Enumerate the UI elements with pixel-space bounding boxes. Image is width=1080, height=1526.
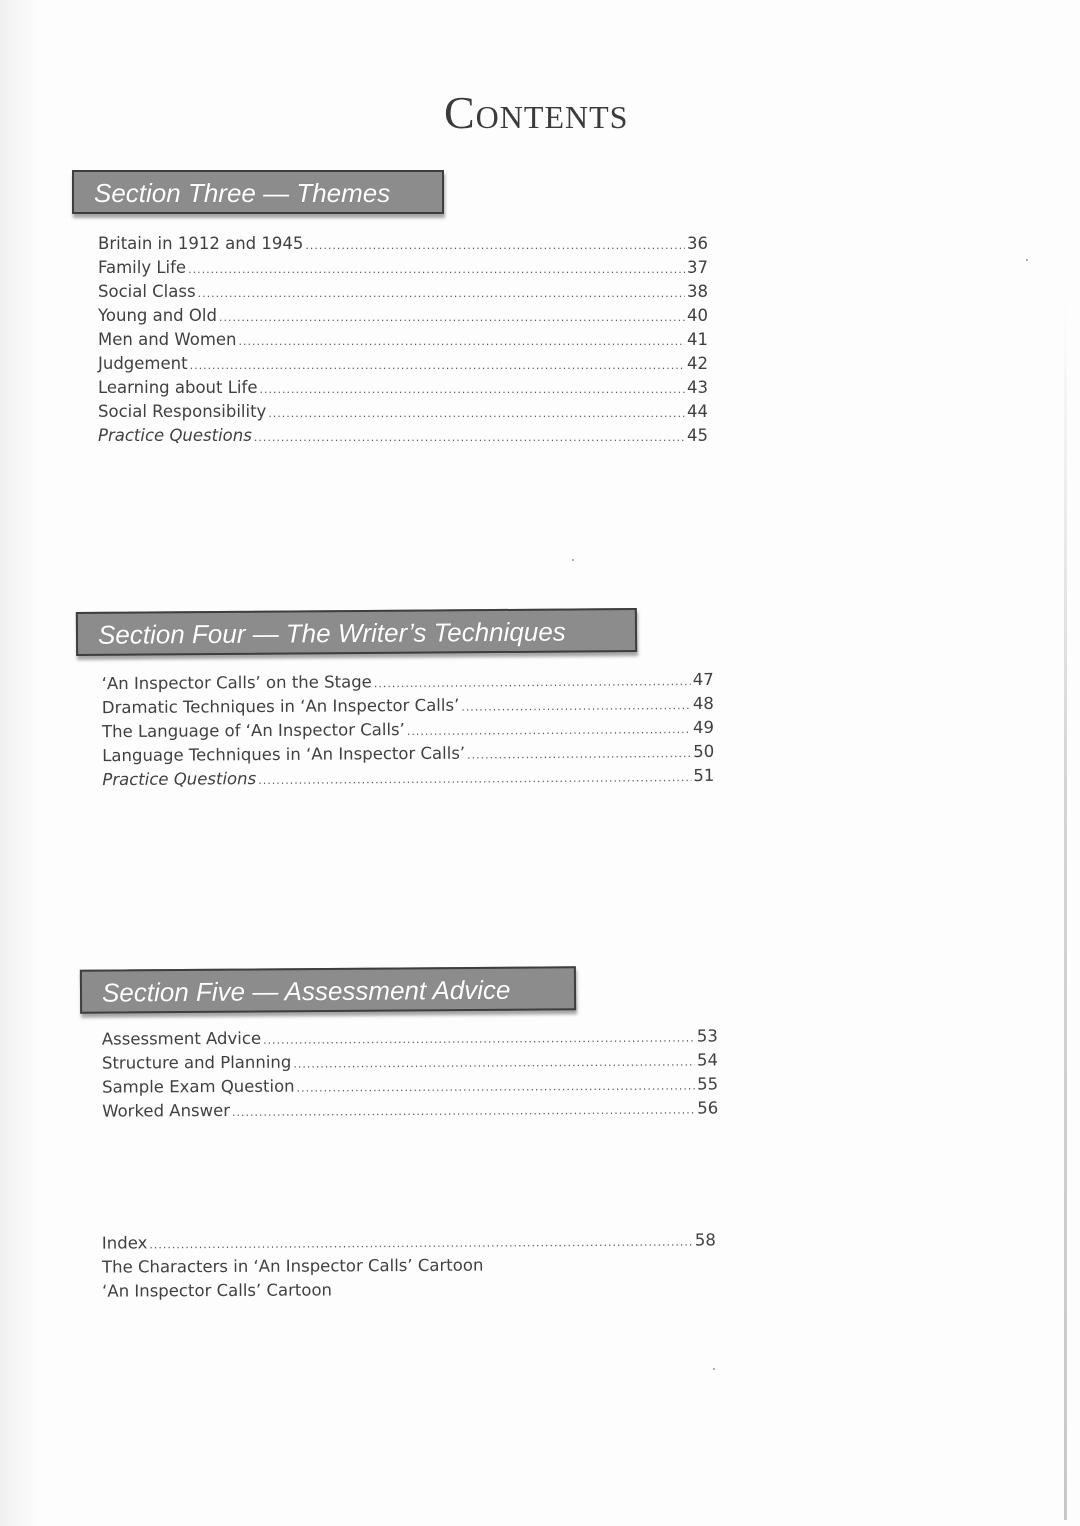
dot-leader — [461, 694, 691, 720]
section-three-toc — [98, 232, 708, 448]
entry-label: Worked Answer — [102, 1100, 231, 1121]
dot-leader — [263, 1027, 695, 1053]
entry-page-number: 43 — [687, 378, 708, 397]
entry-label: Dramatic Techniques in ‘An Inspector Calls’ — [101, 695, 460, 718]
entry-page-number: 54 — [696, 1050, 718, 1070]
entry-page-number: 50 — [693, 741, 715, 762]
scan-right-edge — [1064, 300, 1067, 1520]
toc-entry[interactable] — [102, 716, 714, 744]
entry-page-number: 41 — [687, 330, 708, 349]
toc-entry-index[interactable] — [102, 1228, 716, 1255]
entry-page-number: 47 — [692, 669, 714, 690]
entry-label: Assessment Advice — [101, 1028, 262, 1049]
entry-label: Social Responsibility — [98, 402, 267, 421]
toc-entry[interactable] — [98, 424, 708, 448]
dot-leader — [188, 258, 685, 282]
dot-leader — [258, 766, 691, 793]
dot-leader — [268, 402, 685, 426]
entry-page-number: 36 — [687, 234, 708, 253]
entry-page-number: 51 — [693, 765, 715, 786]
entry-page-number: 45 — [687, 426, 708, 445]
entry-page-number: 48 — [692, 693, 714, 714]
entry-page-number: 58 — [694, 1230, 716, 1250]
entry-page-number: 38 — [687, 282, 708, 301]
toc-entry[interactable] — [102, 692, 714, 720]
scan-speck — [572, 559, 574, 561]
entry-label: The Language of ‘An Inspector Calls’ — [101, 720, 405, 742]
toc-entry[interactable] — [98, 400, 708, 424]
entry-label: Judgement — [98, 354, 188, 373]
toc-entry[interactable] — [98, 376, 708, 400]
entry-label: Britain in 1912 and 1945 — [98, 234, 304, 253]
entry-label: Family Life — [98, 258, 187, 277]
toc-entry[interactable] — [102, 740, 714, 768]
entry-label: Practice Questions — [98, 426, 252, 445]
dot-leader — [305, 234, 685, 258]
entry-label: Practice Questions — [102, 769, 257, 790]
dot-leader — [407, 718, 691, 744]
dot-leader — [219, 306, 685, 330]
entry-label: Index — [101, 1233, 148, 1253]
dot-leader — [232, 1099, 695, 1125]
toc-entry[interactable] — [102, 1096, 718, 1123]
entry-page-number: 44 — [687, 402, 708, 421]
dot-leader — [239, 330, 685, 354]
dot-leader — [293, 1051, 695, 1077]
section-five-toc — [102, 1024, 718, 1123]
toc-entry[interactable] — [98, 256, 708, 280]
entry-label: ‘An Inspector Calls’ on the Stage — [101, 672, 372, 694]
toc-entry[interactable] — [102, 668, 714, 696]
toc-entry[interactable] — [98, 232, 708, 256]
section-four-banner — [76, 608, 637, 656]
toc-entry-characters-cartoon[interactable]: The Characters in ‘An Inspector Calls’ Cartoon — [101, 1255, 484, 1277]
page-title: Contents — [444, 87, 629, 138]
entry-label: Men and Women — [98, 330, 237, 349]
dot-leader — [467, 742, 691, 768]
toc-entry[interactable] — [98, 280, 708, 304]
entry-label: Language Techniques in ‘An Inspector Calls’ — [102, 743, 466, 766]
section-heading: Section Four — The Writer’s Techniques — [97, 616, 566, 650]
entry-page-number: 42 — [687, 354, 708, 373]
toc-entry[interactable] — [102, 764, 714, 792]
dot-leader — [190, 354, 685, 378]
entry-label: Structure and Planning — [101, 1052, 292, 1073]
entry-page-number: 37 — [687, 258, 708, 277]
section-heading: Section Five — Assessment Advice — [101, 974, 511, 1008]
back-matter-toc — [102, 1228, 716, 1303]
section-three-banner — [72, 170, 444, 214]
entry-label: Learning about Life — [98, 378, 258, 397]
toc-entry[interactable] — [102, 1024, 718, 1051]
toc-entry[interactable] — [98, 352, 708, 376]
toc-entry-cartoon[interactable]: ‘An Inspector Calls’ Cartoon — [102, 1280, 333, 1301]
entry-page-number: 53 — [696, 1026, 718, 1046]
dot-leader — [254, 426, 685, 450]
scan-speck — [713, 1368, 715, 1370]
dot-leader — [297, 1075, 696, 1101]
entry-label: Sample Exam Question — [102, 1076, 295, 1097]
entry-page-number: 49 — [692, 717, 715, 738]
scan-speck — [1026, 259, 1028, 261]
scan-left-shadow — [0, 0, 40, 1526]
section-four-toc — [102, 668, 715, 792]
section-heading: Section Three — Themes — [94, 178, 391, 208]
section-five-banner — [80, 966, 576, 1013]
entry-label: Young and Old — [98, 306, 217, 325]
entry-page-number: 55 — [697, 1074, 719, 1094]
dot-leader — [198, 282, 685, 306]
toc-entry[interactable] — [98, 328, 708, 352]
entry-page-number: 56 — [697, 1098, 719, 1118]
dot-leader — [374, 670, 691, 696]
toc-entry[interactable] — [102, 1072, 718, 1099]
toc-entry[interactable] — [98, 304, 708, 328]
entry-page-number: 40 — [687, 306, 708, 325]
dot-leader — [259, 378, 685, 402]
entry-label: Social Class — [98, 282, 196, 301]
toc-entry[interactable] — [102, 1048, 718, 1075]
